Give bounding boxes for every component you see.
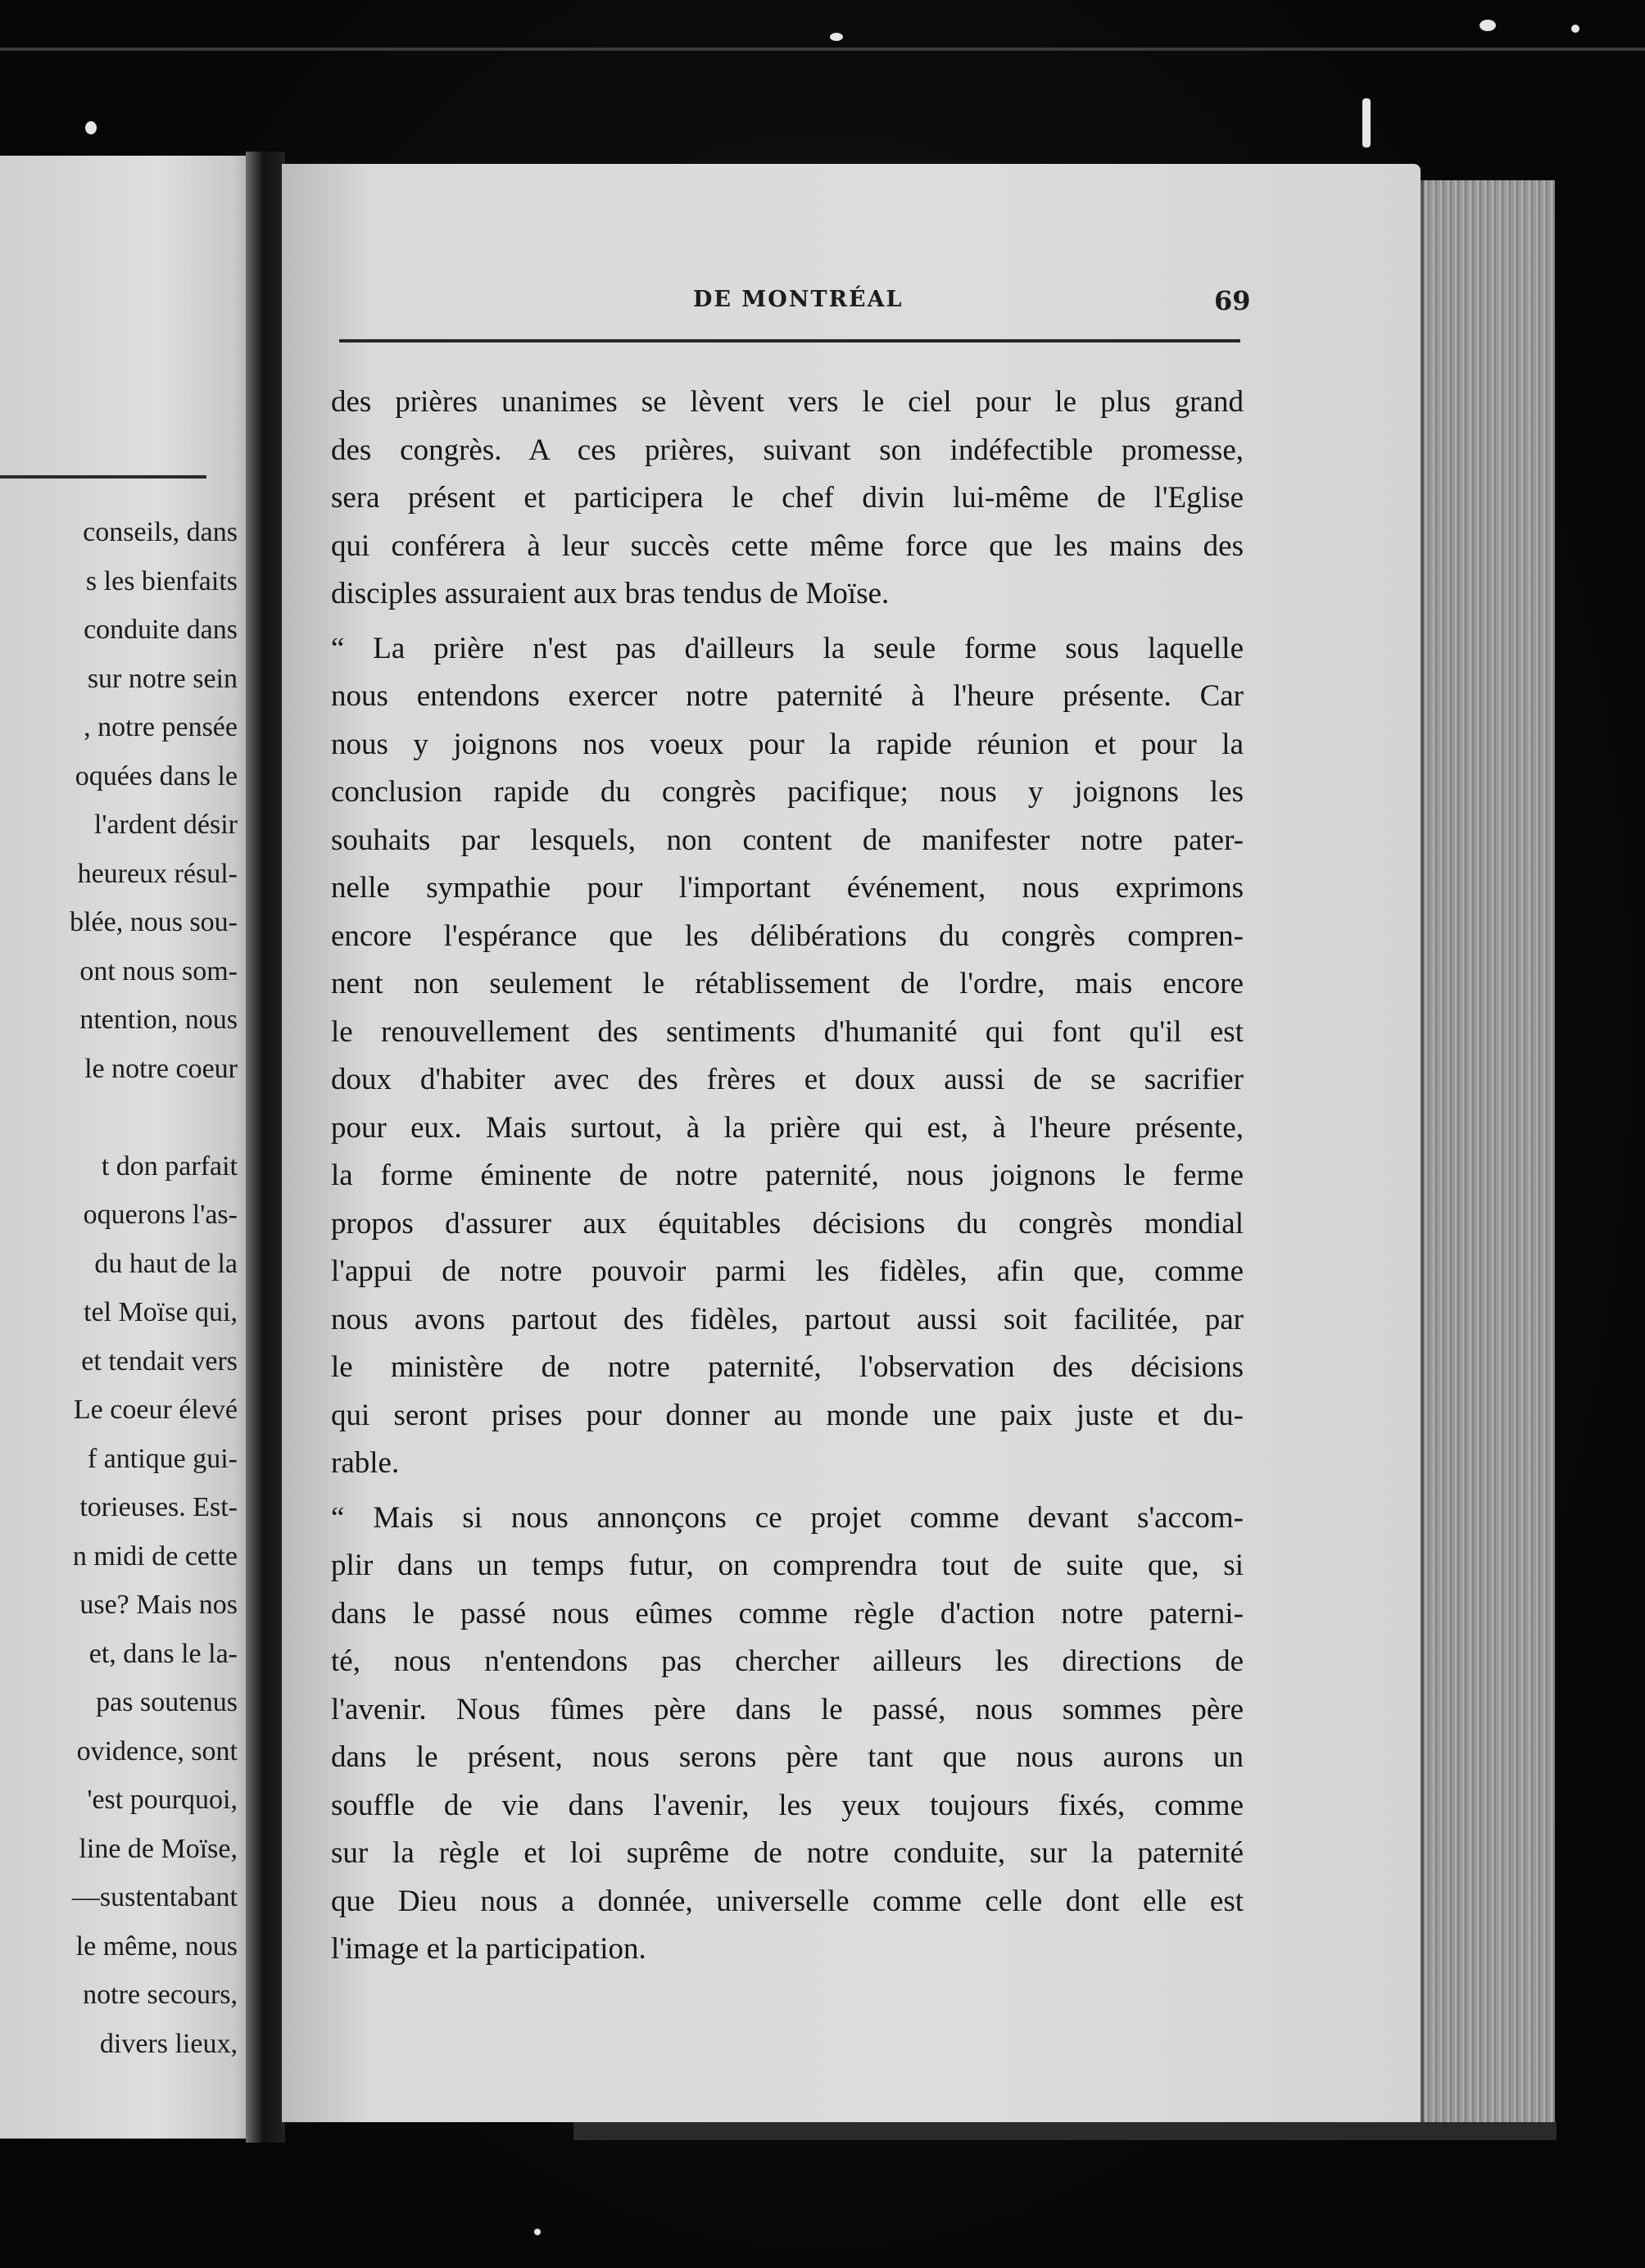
text-line: n midi de cette	[72, 1540, 238, 1572]
text-line: des congrès. A ces prières, suivant son indéfectible promesse,	[331, 433, 1244, 467]
running-head: DE MONTRÉAL	[693, 287, 904, 312]
text-line: conseils, dans	[83, 517, 238, 547]
text-line: plir dans un temps futur, on comprendra tout de suite que, si	[331, 1549, 1244, 1582]
text-line: sur la règle et loi suprême de notre conduite, sur la paternité	[331, 1836, 1244, 1870]
text-line	[70, 1093, 238, 1142]
text-line: qui conférera à leur succès cette même force que les mains des	[331, 528, 1244, 563]
text-line: disciples assuraient aux bras tendus de Moïse.	[331, 577, 890, 610]
text-line: “ La prière n'est pas d'ailleurs la seule forme sous laquelle	[331, 631, 1244, 665]
text-line: encore l'espérance que les délibérations du congrès compren-	[331, 919, 1244, 953]
text-line: le notre coeur	[84, 1053, 238, 1084]
text-line: nent non seulement le rétablissement de l'ordre, mais encore	[331, 967, 1244, 1000]
text-line: t don parfait	[101, 1150, 238, 1182]
text-line: s les bienfaits	[85, 565, 238, 596]
page-edges	[1421, 180, 1555, 2134]
book-bottom-edge	[573, 2122, 1557, 2140]
text-line: qui seront prises pour donner au monde une paix juste et du-	[331, 1398, 1244, 1432]
book-gutter	[246, 152, 285, 2143]
text-line: ovidence, sont	[76, 1735, 238, 1767]
text-line: tel Moïse qui,	[84, 1297, 238, 1327]
left-page-text	[70, 508, 238, 2068]
text-line: ont nous som-	[79, 955, 238, 987]
page-number: 69	[1214, 285, 1251, 316]
text-line: dans le passé nous eûmes comme règle d'action notre paterni-	[331, 1596, 1244, 1631]
text-line: té, nous n'entendons pas chercher ailleurs les directions de	[331, 1644, 1244, 1678]
text-line: pour eux. Mais surtout, à la prière qui est, à l'heure présente,	[331, 1110, 1244, 1145]
text-line: oquerons l'as-	[83, 1200, 238, 1230]
text-line: le même, nous	[75, 1930, 238, 1962]
text-line: la forme éminente de notre paternité, nous joignons le ferme	[331, 1159, 1244, 1192]
text-line: heureux résul-	[77, 858, 238, 889]
text-line: et, dans le la-	[88, 1638, 238, 1669]
text-line: blée, nous sou-	[70, 907, 238, 937]
left-page	[0, 156, 261, 2139]
text-line: l'ardent désir	[93, 810, 238, 840]
text-line: le ministère de notre paternité, l'observation des décisions	[331, 1350, 1244, 1384]
text-line: conduite dans	[84, 615, 238, 645]
text-line: line de Moïse,	[79, 1833, 238, 1864]
text-line: nelle sympathie pour l'important événement, nous exprimons	[331, 871, 1244, 905]
text-line: dans le présent, nous serons père tant que nous aurons un	[331, 1740, 1244, 1774]
text-line: pas soutenus	[96, 1687, 238, 1717]
text-line: , notre pensée	[84, 712, 238, 742]
paragraph	[331, 625, 1244, 1488]
text-line: l'image et la participation.	[331, 1932, 646, 1966]
text-line: nous y joignons nos voeux pour la rapide réunion et pour la	[331, 727, 1244, 761]
text-line: sur notre sein	[87, 663, 238, 694]
text-line: ntention, nous	[79, 1005, 238, 1035]
text-line: nous entendons exercer notre paternité à l'heure présente. Car	[331, 679, 1244, 713]
paragraph	[331, 379, 1244, 619]
text-line: l'appui de notre pouvoir parmi les fidèles, afin que, comme	[331, 1254, 1244, 1288]
scanner-edge	[0, 48, 1645, 51]
text-line: oquées dans le	[75, 760, 238, 792]
text-line: du haut de la	[94, 1248, 238, 1279]
text-line: torieuses. Est-	[79, 1492, 238, 1522]
text-line: souhaits par lesquels, non content de manifester notre pater-	[331, 823, 1244, 857]
text-line: et tendait vers	[81, 1345, 238, 1377]
text-line: “ Mais si nous annonçons ce projet comme devant s'accom-	[331, 1500, 1244, 1535]
text-line: f antique gui-	[87, 1443, 238, 1474]
text-line: 'est pourquoi,	[87, 1785, 238, 1815]
paragraph	[331, 1495, 1244, 1974]
text-line: conclusion rapide du congrès pacifique; nous y joignons les	[331, 775, 1244, 809]
text-line: le renouvellement des sentiments d'humanité qui font qu'il est	[331, 1014, 1244, 1049]
text-line: divers lieux,	[99, 2028, 238, 2059]
header-rule	[339, 339, 1240, 342]
text-line: Le coeur élevé	[73, 1395, 238, 1425]
text-line: sera présent et participera le chef divin lui-même de l'Eglise	[331, 481, 1244, 515]
text-line: rable.	[331, 1446, 400, 1480]
text-line: propos d'assurer aux équitables décisions du congrès mondial	[331, 1206, 1244, 1241]
body-text	[331, 379, 1244, 1974]
text-line: que Dieu nous a donnée, universelle comme celle dont elle est	[331, 1884, 1244, 1918]
text-line: souffle de vie dans l'avenir, les yeux toujours fixés, comme	[331, 1788, 1244, 1822]
text-line: l'avenir. Nous fûmes père dans le passé, nous sommes père	[331, 1692, 1244, 1726]
text-line: doux d'habiter avec des frères et doux aussi de se sacrifier	[331, 1063, 1244, 1096]
text-line: —sustentabant	[71, 1882, 238, 1912]
left-page-rule	[0, 475, 206, 479]
text-line: nous avons partout des fidèles, partout aussi soit facilitée, par	[331, 1302, 1244, 1336]
text-line: use? Mais nos	[79, 1590, 238, 1620]
text-line: des prières unanimes se lèvent vers le ciel pour le plus grand	[331, 385, 1244, 419]
text-line: notre secours,	[83, 1980, 238, 2010]
